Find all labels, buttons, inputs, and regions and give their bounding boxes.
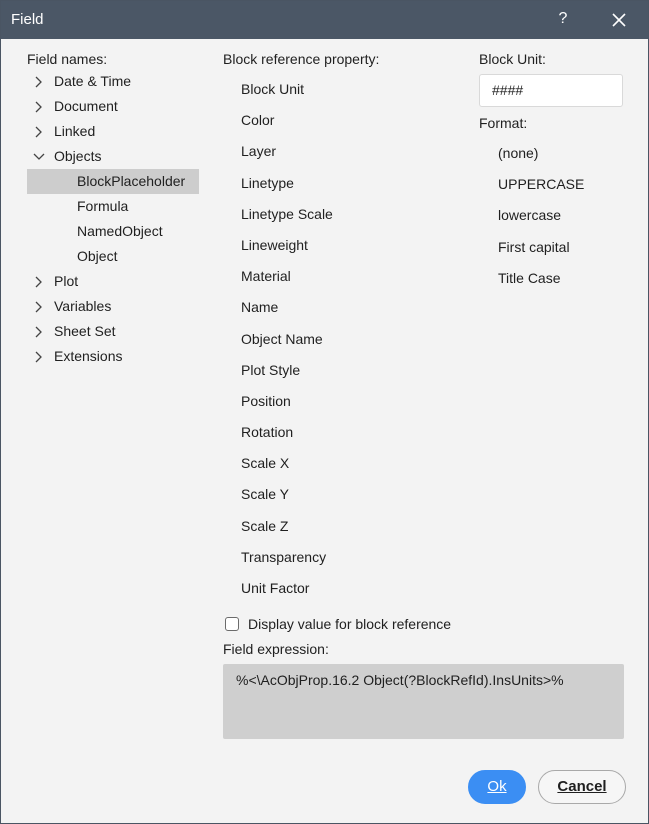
tree-item-label: NamedObject bbox=[77, 223, 163, 239]
property-item[interactable]: Linetype bbox=[241, 174, 294, 191]
tree-item-label: Object bbox=[77, 248, 118, 264]
tree-item-label: Variables bbox=[54, 298, 112, 314]
close-button[interactable] bbox=[608, 9, 630, 31]
tree-item-date-time[interactable] bbox=[27, 69, 199, 94]
property-item[interactable]: Transparency bbox=[241, 548, 327, 565]
tree-item-label: Sheet Set bbox=[54, 323, 116, 339]
property-item[interactable]: Scale Y bbox=[241, 486, 289, 503]
format-item[interactable]: First capital bbox=[498, 238, 570, 255]
property-item[interactable]: Plot Style bbox=[241, 361, 301, 378]
tree-item-label: Linked bbox=[54, 123, 96, 139]
property-item[interactable]: Scale Z bbox=[241, 517, 289, 534]
chevron-right-icon[interactable] bbox=[33, 276, 45, 288]
chevron-right-icon[interactable] bbox=[33, 351, 45, 363]
property-item[interactable]: Name bbox=[241, 299, 279, 316]
chevron-down-icon[interactable] bbox=[33, 151, 45, 163]
property-item[interactable]: Material bbox=[241, 268, 291, 285]
field-expression-box bbox=[223, 664, 624, 739]
tree-item-plot[interactable] bbox=[27, 269, 199, 294]
block-unit-label: Block Unit: bbox=[479, 51, 546, 67]
tree-item-label: Plot bbox=[54, 273, 79, 289]
tree-item-label: Date & Time bbox=[54, 73, 132, 89]
property-item[interactable]: Position bbox=[241, 392, 291, 409]
format-list bbox=[498, 138, 584, 294]
format-item[interactable]: Title Case bbox=[498, 269, 561, 286]
tree-item-document[interactable] bbox=[27, 94, 199, 119]
ok-button[interactable] bbox=[468, 770, 526, 804]
block-reference-property-label: Block reference property: bbox=[223, 51, 380, 67]
property-item[interactable]: Linetype Scale bbox=[241, 205, 333, 222]
property-item[interactable]: Layer bbox=[241, 143, 277, 160]
field-names-label: Field names: bbox=[27, 51, 108, 67]
tree-item-object[interactable] bbox=[27, 244, 199, 269]
property-item[interactable]: Rotation bbox=[241, 424, 294, 441]
dialog-title: Field bbox=[11, 11, 44, 28]
field-names-tree bbox=[27, 69, 199, 369]
tree-item-extensions[interactable] bbox=[27, 344, 199, 369]
chevron-right-icon[interactable] bbox=[33, 301, 45, 313]
format-label: Format: bbox=[479, 115, 528, 131]
property-item[interactable]: Lineweight bbox=[241, 236, 308, 253]
tree-item-sheet-set[interactable] bbox=[27, 319, 199, 344]
format-item[interactable]: lowercase bbox=[498, 207, 562, 224]
tree-item-label: Formula bbox=[77, 198, 129, 214]
chevron-right-icon[interactable] bbox=[33, 126, 45, 138]
ok-button-label: Ok bbox=[487, 778, 507, 795]
field-expression-value: %<\AcObjProp.16.2 Object(?BlockRefId).InsUnits>% bbox=[236, 672, 564, 688]
tree-item-formula[interactable] bbox=[27, 194, 199, 219]
property-item[interactable]: Scale X bbox=[241, 455, 290, 472]
chevron-right-icon[interactable] bbox=[33, 76, 45, 88]
display-value-label[interactable]: Display value for block reference bbox=[248, 616, 452, 632]
title-bar[interactable] bbox=[1, 1, 648, 39]
tree-item-namedobject[interactable] bbox=[27, 219, 199, 244]
tree-item-linked[interactable] bbox=[27, 119, 199, 144]
help-button[interactable]: ? bbox=[558, 10, 568, 27]
block-unit-field[interactable] bbox=[479, 74, 623, 107]
close-icon bbox=[608, 9, 630, 31]
block-unit-value: #### bbox=[492, 82, 524, 98]
property-item[interactable]: Block Unit bbox=[241, 81, 305, 97]
property-item[interactable]: Color bbox=[241, 112, 275, 129]
chevron-right-icon[interactable] bbox=[33, 101, 45, 113]
tree-item-label: BlockPlaceholder bbox=[77, 173, 186, 189]
tree-item-objects[interactable] bbox=[27, 144, 199, 169]
chevron-right-icon[interactable] bbox=[33, 326, 45, 338]
tree-item-blockplaceholder[interactable] bbox=[27, 169, 199, 194]
tree-item-label: Extensions bbox=[54, 348, 123, 364]
tree-item-label: Objects bbox=[54, 148, 102, 164]
display-value-checkbox[interactable] bbox=[225, 617, 239, 631]
tree-item-variables[interactable] bbox=[27, 294, 199, 319]
cancel-button-label: Cancel bbox=[557, 778, 607, 795]
property-item[interactable]: Unit Factor bbox=[241, 580, 310, 596]
property-list bbox=[241, 74, 333, 604]
field-expression-label: Field expression: bbox=[223, 641, 329, 657]
format-item[interactable]: UPPERCASE bbox=[498, 176, 585, 193]
cancel-button[interactable] bbox=[538, 770, 626, 804]
tree-item-label: Document bbox=[54, 98, 118, 114]
format-item[interactable]: (none) bbox=[498, 145, 539, 161]
property-item[interactable]: Object Name bbox=[241, 330, 323, 347]
